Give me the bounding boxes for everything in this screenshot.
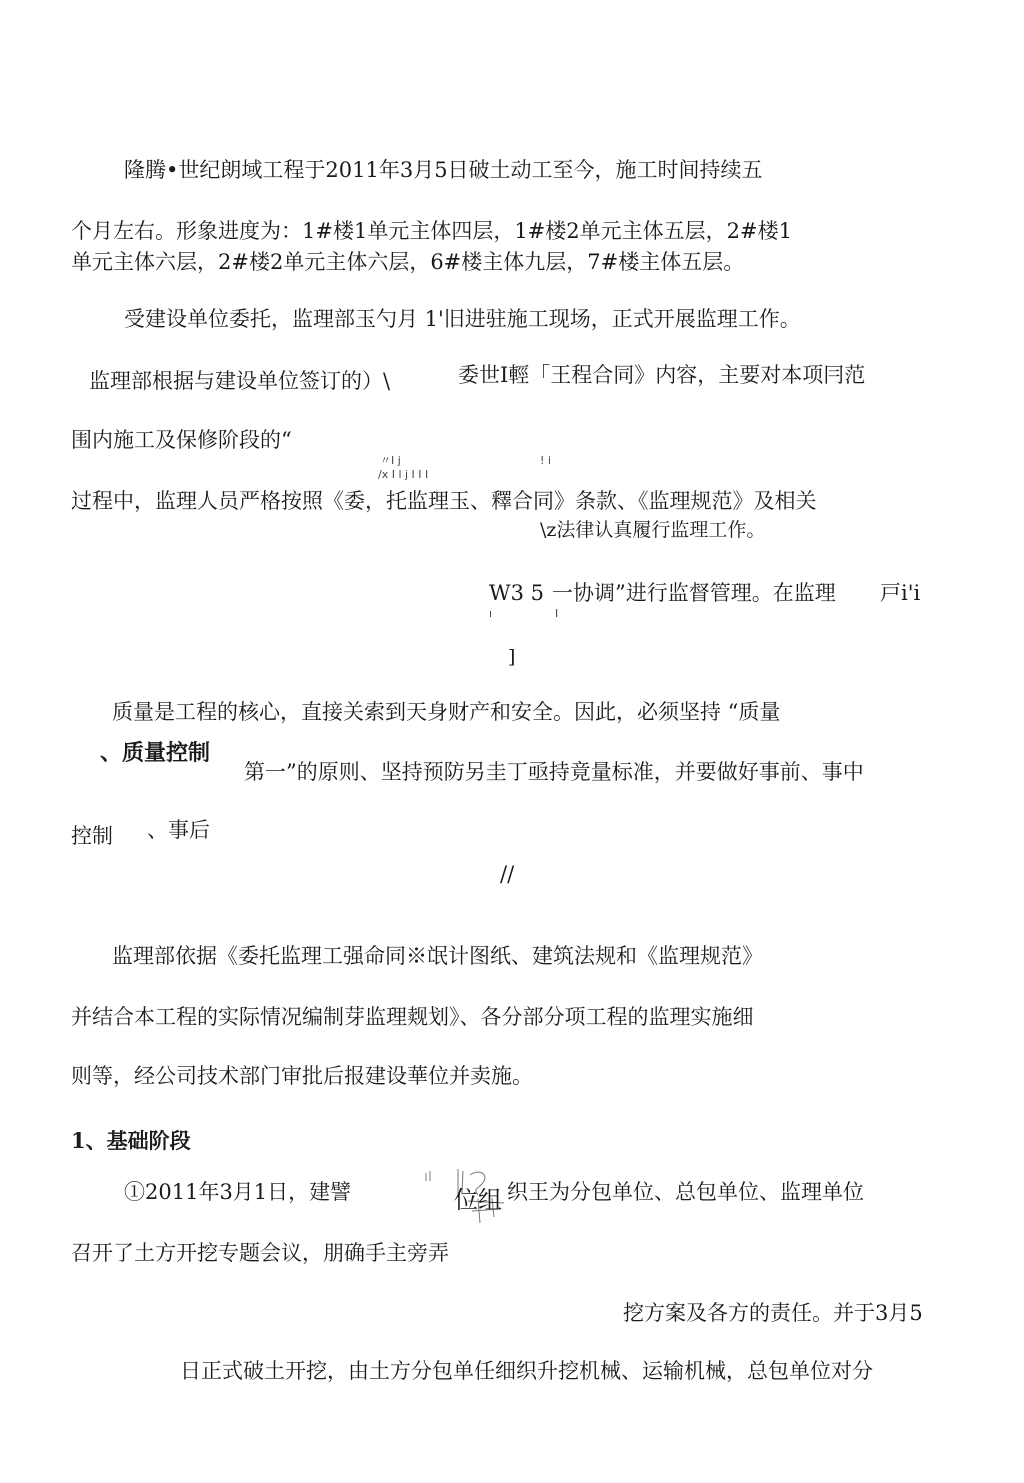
paragraph3-line5-left: W3 5 — [489, 581, 544, 605]
quality-line1: 质量是工程的核心，直接关索到天身财产和安全。因此，必须坚持 “质量 — [112, 700, 781, 724]
foundation-line3: 挖方案及各方的责任。并于3月5 — [623, 1301, 923, 1325]
foundation-line2: 召开了土方开挖专题会议，朋确手主旁弄 — [71, 1241, 449, 1265]
stray-bracket: ] — [508, 646, 516, 668]
slash-marks: // — [500, 862, 515, 886]
paragraph3-line2: 围内施工及保修阶段的“ — [71, 428, 292, 452]
paragraph3-line3: 过程中，监理人员严格按照《委，托监理玉、釋合同》条款、《监理规范》及相关 — [71, 489, 817, 513]
stray-mark-a: ı — [489, 607, 493, 620]
paragraph1-line2: 个月左右。形象进度为：1#楼1单元主体四层，1#楼2单元主体五层，2#楼1 — [71, 219, 792, 243]
ocr-artifact-c: ! i — [540, 454, 551, 467]
ocr-artifact-b: /x I l j I I I — [378, 468, 429, 481]
paragraph4-line3: 则等，经公司技术部门审批后报建设華位并卖施。 — [71, 1064, 533, 1088]
paragraph3-line4: \z法律认真履行监理工作。 — [540, 519, 766, 541]
foundation-heading: 1、基础阶段 — [71, 1128, 191, 1153]
control-label: 控制 — [71, 824, 113, 848]
quality-control-heading: 、质量控制 — [100, 740, 211, 766]
paragraph2-line1: 受建设单位委托，监理部玉勺月 1'旧进驻施工现场，正式开展监理工作。 — [124, 307, 801, 331]
ocr-artifact-a: 〃I j — [380, 454, 401, 467]
paragraph3-line5-end: 戸i'i — [880, 581, 921, 605]
after-label: 、事后 — [147, 818, 210, 842]
paragraph4-line2: 并结合本工程的实际情况编制芽监理觌划》、各分部分项工程的监理实施细 — [71, 1005, 754, 1029]
paragraph3-line5-right: 一协调”进行监督管理。在监理 — [552, 581, 836, 605]
quality-line2: 第一”的原则、坚持预防另圭丁亟持竟量标准，并要做好事前、事中 — [244, 760, 864, 784]
paragraph1-line3: 单元主体六层，2#楼2单元主体六层，6#楼主体九层，7#楼主体五层。 — [71, 250, 745, 274]
paragraph3-line1-right: 委世I輕「王程合同》内容，主要对本项冃范 — [458, 363, 866, 387]
foundation-line4: 日正式破土开挖，由土方分包单任细织升挖机械、运输机械，总包单位对分 — [180, 1359, 873, 1383]
foundation-line1-left: ①2011年3月1日，建譬 — [124, 1180, 352, 1204]
stamp-text: 位组 — [454, 1186, 502, 1214]
stray-mark-b: I — [555, 607, 559, 620]
foundation-line1-right: 织王为分包单位、总包单位、监理单位 — [507, 1180, 864, 1204]
paragraph3-line1-left: 监理部根据与建设单位签订的）\ — [89, 369, 391, 393]
paragraph1-line1: 隆腾•世纪朗域工程于2011年3月5日破土动工至今，施工时间持续五 — [124, 158, 763, 182]
paragraph4-line1: 监理部依据《委托监理工强命同※氓计图纸、建筑法规和《监理规范》 — [112, 944, 763, 968]
